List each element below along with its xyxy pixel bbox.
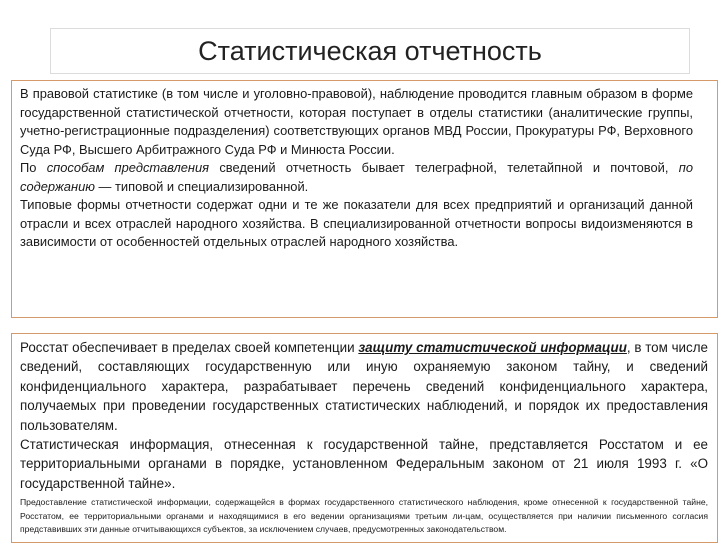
paragraph-reporting-methods: [20, 159, 693, 196]
emphasis-methods: способам представления: [46, 160, 210, 175]
paragraph-third-party-access: Предоставление статистической информации, содержащейся в формах государственного статистического наблюдения, кроме отнесенной к государственной тайне, Росстатом, ее территориальными органами и находящимися в его ведении организациями третьим ли-цам, осуществляется при наличии письменного согласия представивших эти данные отчитывающихся субъектов, за исключением случаев, предусмотренных законодательством.: [20, 497, 708, 535]
text-segment: — типовой и специализированной.: [94, 178, 309, 194]
text-block-rosstat-protection: [11, 333, 718, 543]
emphasis-data-protection-text: защиту статистической информации: [358, 340, 627, 355]
text-segment: сведений отчетность бывает телеграфной, телетайпной и почтовой,: [209, 160, 679, 175]
emphasis-data-protection: [358, 340, 627, 355]
text-segment: , в том числе сведений, составляющих государственную или иную охраняемую законом тайну, и сведений конфиденциального характера, разрабатывает перечень сведений конфиденциального характера, получаемых при проведении государственных статистических наблюдений, и порядок их предоставления пользователям.: [20, 340, 708, 433]
text-block-statistics-reporting: [11, 80, 718, 318]
title-box: [50, 28, 690, 74]
paragraph-state-secret: Статистическая информация, отнесенная к государственной тайне, представляется Росстатом и ее территориальными органами в порядке, установленном Федеральным законом от 21 июля 1993 г. «О государственной тайне».: [20, 437, 708, 491]
paragraph-rosstat-protection: [20, 338, 708, 435]
text-segment: Росстат обеспечивает в пределах своей компетенции: [20, 340, 359, 355]
text-segment: По: [20, 160, 47, 175]
paragraph-legal-statistics: В правовой статистике (в том числе и уголовно-правовой), наблюдение проводится главным образом в форме государственной статистической отчетности, которая поступает в отделы статистики (аналитические группы, учетно-регистрационные подразделения) соответствующих органов МВД России, Прокуратуры РФ, Верховного Суда РФ, Высшего Арбитражного Суда РФ и Минюста России.: [20, 86, 693, 157]
paragraph-typical-forms: Типовые формы отчетности содержат одни и те же показатели для всех предприятий и организаций данной отрасли и всех отраслей народного хозяйства. В специализированной отчетности вопросы видоизменяются в зависимости от особенностей отдельных отраслей народного хозяйства.: [20, 197, 693, 249]
emphasis-content: по содержанию: [20, 160, 693, 194]
page-title: Статистическая отчетность: [198, 35, 542, 66]
